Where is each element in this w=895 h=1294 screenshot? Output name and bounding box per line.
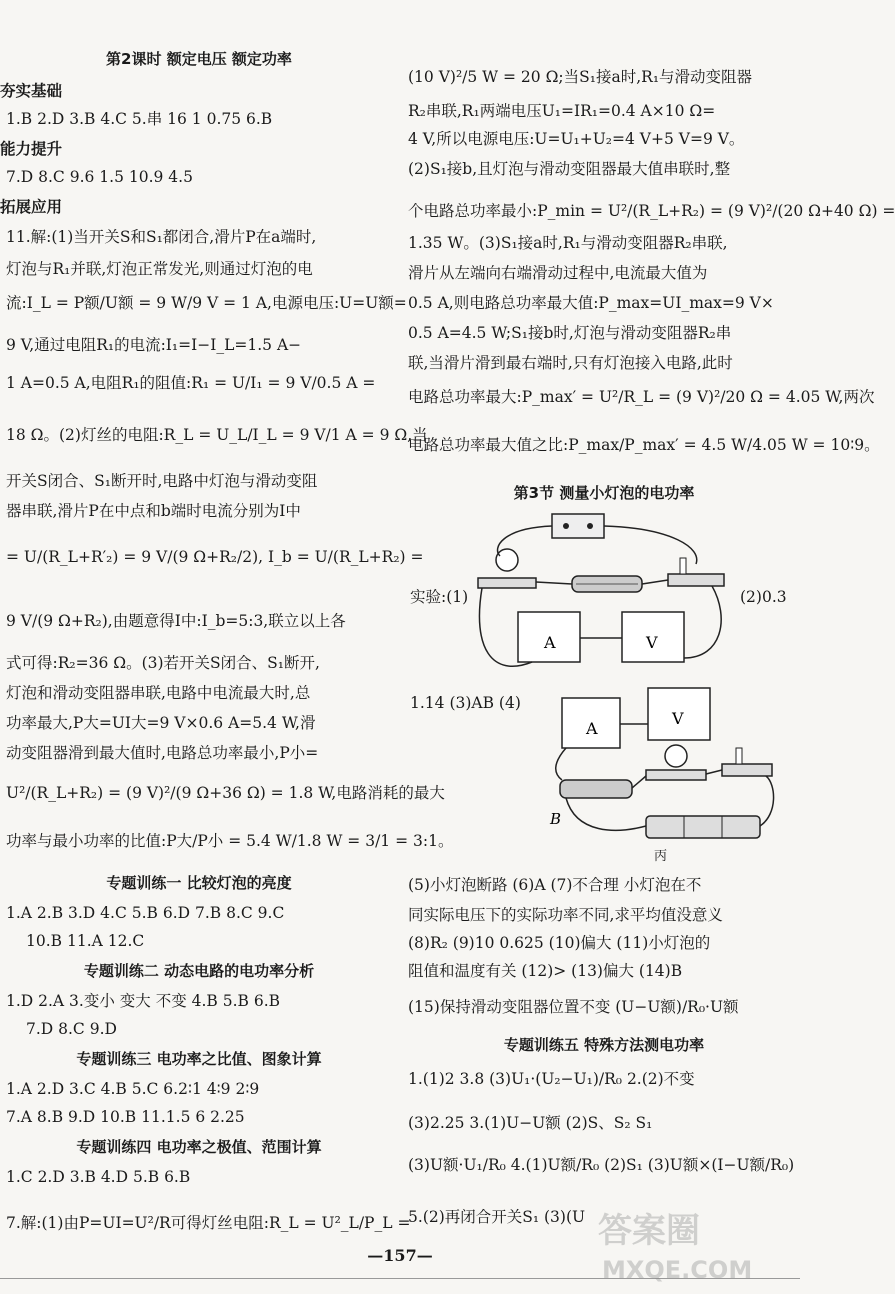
answer-line: 1.A 2.B 3.D 4.C 5.B 6.D 7.B 8.C 9.C xyxy=(6,904,285,922)
answer-line: 滑片从左端向右端滑动过程中,电流最大值为 xyxy=(408,264,708,282)
answer-line: (3)2.25 3.(1)U−U额 (2)S、S₂ S₁ xyxy=(408,1114,653,1132)
answer-line: U²/(R_L+R₂) = (9 V)²/(9 Ω+36 Ω) = 1.8 W,电路消耗的最大 xyxy=(6,784,445,802)
answer-line: 4 V,所以电源电压:U=U₁+U₂=4 V+5 V=9 V。 xyxy=(408,130,745,148)
answer-line: 1.35 W。(3)S₁接a时,R₁与滑动变阻器R₂串联, xyxy=(408,234,728,252)
page-number: —157— xyxy=(367,1246,433,1265)
answer-line: 个电路总功率最小:P_min = U²/(R_L+R₂) = (9 V)²/(20 Ω+40 Ω) = xyxy=(408,202,895,220)
point-b-label: B xyxy=(550,810,562,828)
answer-line: 动变阻器滑到最大值时,电路总功率最小,P小= xyxy=(6,744,319,762)
answer-line: 功率最大,P大=UI大=9 V×0.6 A=5.4 W,滑 xyxy=(6,714,316,732)
answer-line: 电路总功率最大:P_max′ = U²/R_L = (9 V)²/20 Ω = 4.05 W,两次 xyxy=(408,388,875,406)
figure-label: 丙 xyxy=(654,849,668,864)
answer-line: 9 V/(9 Ω+R₂),由题意得I中:I_b=5:3,联立以上各 xyxy=(6,612,346,630)
answer-line: 7.D 8.C 9.D xyxy=(26,1020,117,1038)
answer-line: 9 V,通过电阻R₁的电流:I₁=I−I_L=1.5 A− xyxy=(6,336,302,354)
answer-line: 灯泡与R₁并联,灯泡正常发光,则通过灯泡的电 xyxy=(6,260,313,278)
answer-line: (10 V)²/5 W = 20 Ω;当S₁接a时,R₁与滑动变阻器 xyxy=(408,68,753,86)
bulb-icon xyxy=(496,549,518,571)
ammeter-label: A xyxy=(544,633,556,652)
switch xyxy=(722,764,772,776)
heading-extension: 拓展应用 xyxy=(0,198,63,216)
rheostat xyxy=(560,780,632,798)
circuit-diagram-1 xyxy=(472,508,734,684)
answer-line: (3)U额·U₁/R₀ 4.(1)U额/R₀ (2)S₁ (3)U额×(I−U额/R₀) xyxy=(408,1156,795,1174)
circuit-diagram-2 xyxy=(546,684,778,864)
answer-line: 18 Ω。(2)灯丝的电阻:R_L = U_L/I_L = 9 V/1 A = 9 Ω,当 xyxy=(6,426,428,444)
answer-line: 7.A 8.B 9.D 10.B 11.1.5 6 2.25 xyxy=(6,1108,245,1126)
answer-line: 1.14 (3)AB (4) xyxy=(410,694,521,712)
answer-line: 0.5 A,则电路总功率最大值:P_max=UI_max=9 V× xyxy=(408,294,774,312)
svg-text:A: A xyxy=(586,719,598,738)
answer-line: (2)0.3 xyxy=(740,588,787,606)
experiment-label: 实验:(1) xyxy=(410,588,469,606)
answer-line: 7.解:(1)由P=UI=U²/R可得灯丝电阻:R_L = U²_L/P_L = xyxy=(6,1214,411,1232)
answer-line: 1.C 2.D 3.B 4.D 5.B 6.B xyxy=(6,1168,191,1186)
answer-line: 0.5 A=4.5 W;S₁接b时,灯泡与滑动变阻器R₂串 xyxy=(408,324,732,342)
answer-line: 1 A=0.5 A,电阻R₁的阻值:R₁ = U/I₁ = 9 V/0.5 A = xyxy=(6,374,376,392)
answer-line: 流:I_L = P额/U额 = 9 W/9 V = 1 A,电源电压:U=U额= xyxy=(6,294,407,312)
training5-title: 专题训练五 特殊方法测电功率 xyxy=(503,1036,705,1054)
svg-text:V: V xyxy=(672,709,684,728)
answer-line: 功率与最小功率的比值:P大/P小 = 5.4 W/1.8 W = 3/1 = 3:1。 xyxy=(6,832,454,850)
answer-line: 1.(1)2 3.8 (3)U₁·(U₂−U₁)/R₀ 2.(2)不变 xyxy=(408,1070,695,1088)
voltmeter-label: V xyxy=(646,633,658,652)
answer-line: (5)小灯泡断路 (6)A (7)不合理 小灯泡在不 xyxy=(408,876,702,894)
switch xyxy=(668,574,724,586)
answer-line: (2)S₁接b,且灯泡与滑动变阻器最大值串联时,整 xyxy=(408,160,731,178)
answer-line: 同实际电压下的实际功率不同,求平均值没意义 xyxy=(408,906,723,924)
answer-line: 阻值和温度有关 (12)> (13)偏大 (14)B xyxy=(408,962,683,980)
answer-line: 式可得:R₂=36 Ω。(3)若开关S闭合、S₁断开, xyxy=(6,654,320,672)
answer-line: 开关S闭合、S₁断开时,电路中灯泡与滑动变阻 xyxy=(6,472,318,490)
training4-title: 专题训练四 电功率之极值、范围计算 xyxy=(76,1138,322,1156)
answer-line: 器串联,滑片P在中点和b端时电流分别为I中 xyxy=(6,502,301,520)
heading-ability: 能力提升 xyxy=(0,140,63,158)
svg-text:答案圈: 答案圈 xyxy=(598,1211,700,1251)
power-supply xyxy=(552,514,604,538)
battery xyxy=(646,816,760,838)
section3-title: 第3节 测量小灯泡的电功率 xyxy=(513,484,695,502)
training1-title: 专题训练一 比较灯泡的亮度 xyxy=(106,874,292,892)
answer-line: 7.D 8.C 9.6 1.5 10.9 4.5 xyxy=(6,168,193,186)
answer-line: R₂串联,R₁两端电压U₁=IR₁=0.4 A×10 Ω= xyxy=(408,102,716,120)
training2-title: 专题训练二 动态电路的电功率分析 xyxy=(83,962,315,980)
training3-title: 专题训练三 电功率之比值、图象计算 xyxy=(76,1050,322,1068)
bulb-icon xyxy=(665,745,687,767)
answer-line: 10.B 11.A 12.C xyxy=(26,932,145,950)
answer-line: 1.A 2.D 3.C 4.B 5.C 6.2∶1 4∶9 2∶9 xyxy=(6,1080,260,1098)
answer-line: 1.D 2.A 3.变小 变大 不变 4.B 5.B 6.B xyxy=(6,992,281,1010)
answer-line: (8)R₂ (9)10 0.625 (10)偏大 (11)小灯泡的 xyxy=(408,934,711,952)
answer-line: = U/(R_L+R′₂) = 9 V/(9 Ω+R₂/2), I_b = U/(R_L+R₂) = xyxy=(6,548,424,566)
answer-line: 1.B 2.D 3.B 4.C 5.串 16 1 0.75 6.B xyxy=(6,110,273,128)
svg-text:MXQE.COM: MXQE.COM xyxy=(602,1256,753,1284)
answer-line: 电路总功率最大值之比:P_max/P_max′ = 4.5 W/4.05 W = 10∶9。 xyxy=(408,436,880,454)
answer-line: 灯泡和滑动变阻器串联,电路中电流最大时,总 xyxy=(6,684,311,702)
heading-basics: 夯实基础 xyxy=(0,82,63,100)
lesson-title: 第2课时 额定电压 额定功率 xyxy=(106,50,292,68)
watermark-logo xyxy=(588,1198,788,1288)
answer-line: 联,当滑片滑到最右端时,只有灯泡接入电路,此时 xyxy=(408,354,733,372)
answer-line: 11.解:(1)当开关S和S₁都闭合,滑片P在a端时, xyxy=(6,228,317,246)
answer-line: (15)保持滑动变阻器位置不变 (U−U额)/R₀·U额 xyxy=(408,998,739,1016)
answer-line: 5.(2)再闭合开关S₁ (3)(U xyxy=(408,1208,586,1226)
